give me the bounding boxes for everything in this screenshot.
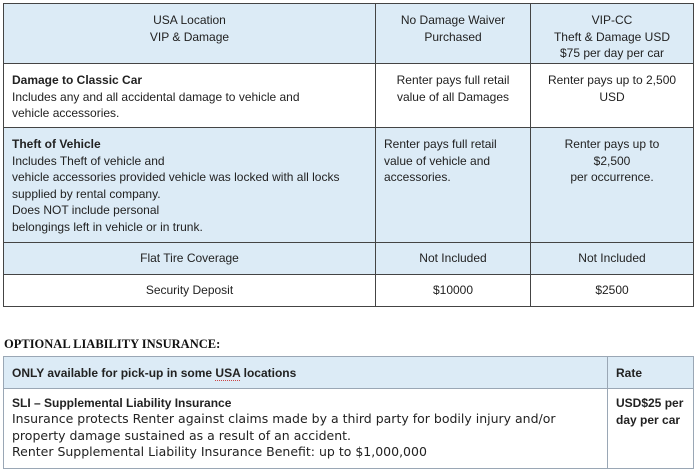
damage-description: Damage to Classic Car Includes any and all accidental damage to vehicle and vehicle accessories. — [4, 64, 376, 128]
theft-vip-cc-cell: Renter pays up to $2,500 per occurrence. — [531, 128, 694, 243]
sli-row — [4, 389, 694, 469]
sli-rate: USD$25 per day per car — [608, 389, 694, 469]
flat-tire-vip-cc-cell: Not Included — [531, 243, 694, 275]
liability-header-row — [4, 357, 694, 389]
optional-liability-title: OPTIONAL LIABILITY INSURANCE: — [4, 337, 221, 351]
flat-tire-no-waiver-cell: Not Included — [376, 243, 531, 275]
damage-vip-cc-cell: Renter pays up to 2,500 USD — [531, 64, 694, 128]
header-no-damage-waiver: No Damage Waiver Purchased — [376, 4, 531, 64]
header-vip-cc: VIP-CC Theft & Damage USD $75 per day per car — [531, 4, 694, 64]
damage-no-waiver-cell: Renter pays full retail value of all Damages — [376, 64, 531, 128]
usa-link[interactable]: USA — [215, 365, 241, 380]
row-damage-classic-car — [4, 64, 694, 128]
liability-table — [3, 356, 694, 469]
row-theft-of-vehicle — [4, 128, 694, 243]
header-usa-location: USA Location VIP & Damage — [4, 4, 376, 64]
deposit-no-waiver-cell: $10000 — [376, 275, 531, 307]
coverage-table — [3, 3, 694, 307]
row-security-deposit — [4, 275, 694, 307]
theft-no-waiver-cell: Renter pays full retail value of vehicle and accessories. — [376, 128, 531, 243]
flat-tire-label: Flat Tire Coverage — [4, 243, 376, 275]
theft-description: Theft of Vehicle Includes Theft of vehicle and vehicle accessories provided vehicle was locked with all locks supplied by rental company. Does NOT include personal belongings left in vehicle or in trunk. — [4, 128, 376, 243]
rate-header: Rate — [608, 357, 694, 389]
row-flat-tire — [4, 243, 694, 275]
sli-description: SLI – Supplemental Liability Insurance Insurance protects Renter against claims made by a third party for bodily injury and/or property damage sustained as a result of an accident. Renter Supplemental Liability Insurance Benefit: up to $1,000,000 — [4, 389, 608, 469]
deposit-vip-cc-cell: $2500 — [531, 275, 694, 307]
deposit-label: Security Deposit — [4, 275, 376, 307]
coverage-header-row — [4, 4, 694, 64]
availability-note: ONLY available for pick-up in some USA locations — [4, 357, 608, 389]
